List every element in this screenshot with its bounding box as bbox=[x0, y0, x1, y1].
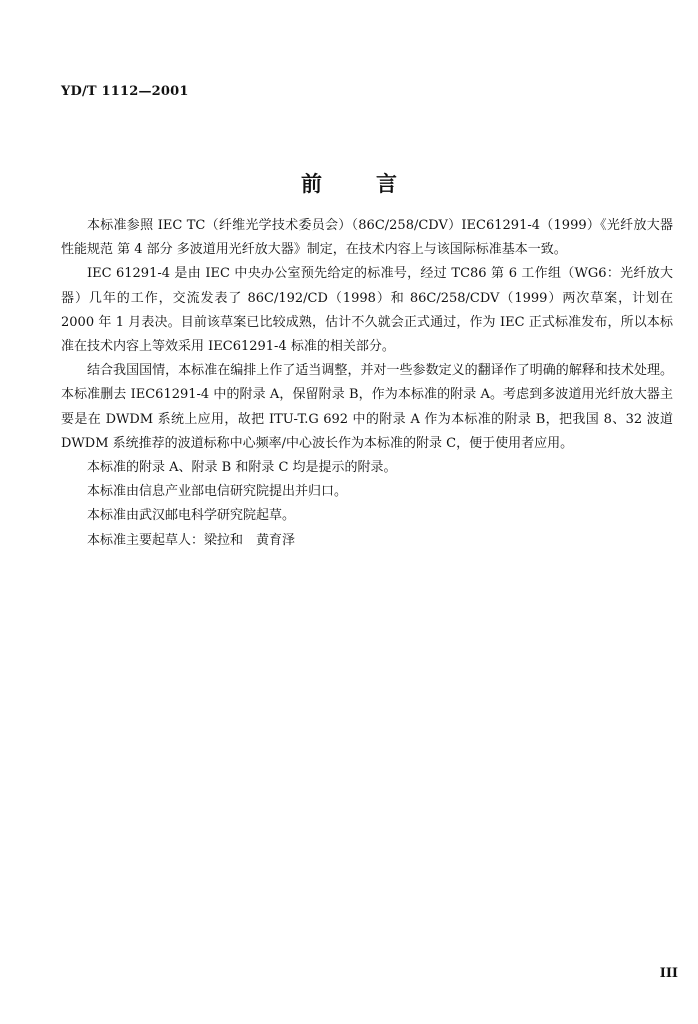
foreword-body bbox=[61, 214, 673, 553]
title-char-2: 言 bbox=[376, 172, 397, 196]
page-title bbox=[0, 168, 698, 198]
paragraph-5: 本标准由信息产业部电信研究院提出并归口。 bbox=[87, 484, 348, 500]
paragraph-2: IEC 61291-4 是由 IEC 中央办公室预先给定的标准号，经过 TC86 第 6 工作组（WG6：光纤放大器）几年的工作，交流发表了 86C/192/CD（1998）和 86C/258/CDV（1999）两次草案，计划在 2000 年 1 月表决。目前该草案已比较成熟，估计不久就会正式通过，作为 IEC 正式标准发布，所以本标准在技术内容上等效采用 IEC61291-4 标准的相关部分。 bbox=[61, 266, 673, 355]
paragraph-3: 结合我国国情，本标准在编排上作了适当调整，并对一些参数定义的翻译作了明确的解释和技术处理。本标准删去 IEC61291-4 中的附录 A，保留附录 B，作为本标准的附录 A。考虑到多波道用光纤放大器主要是在 DWDM 系统上应用，故把 ITU-T.G 692 中的附录 A 作为本标准的附录 B，把我国 8、32 波道 DWDM 系统推荐的波道标称中心频率/中心波长作为本标准的附录 C，便于使用者应用。 bbox=[61, 363, 673, 451]
paragraph-7: 本标准主要起草人：梁拉和 黄育泽 bbox=[87, 532, 296, 548]
page-number: III bbox=[659, 966, 678, 981]
title-char-1: 前 bbox=[301, 172, 322, 196]
paragraph-4: 本标准的附录 A、附录 B 和附录 C 均是提示的附录。 bbox=[87, 460, 397, 476]
document-code: YD/T 1112—2001 bbox=[61, 84, 189, 99]
paragraph-6: 本标准由武汉邮电科学研究院起草。 bbox=[87, 508, 296, 524]
paragraph-1: 本标准参照 IEC TC（纤维光学技术委员会）（86C/258/CDV）IEC61291-4（1999）《光纤放大器性能规范 第 4 部分 多波道用光纤放大器》制定，在技术内容上与该国际标准基本一致。 bbox=[61, 218, 673, 258]
